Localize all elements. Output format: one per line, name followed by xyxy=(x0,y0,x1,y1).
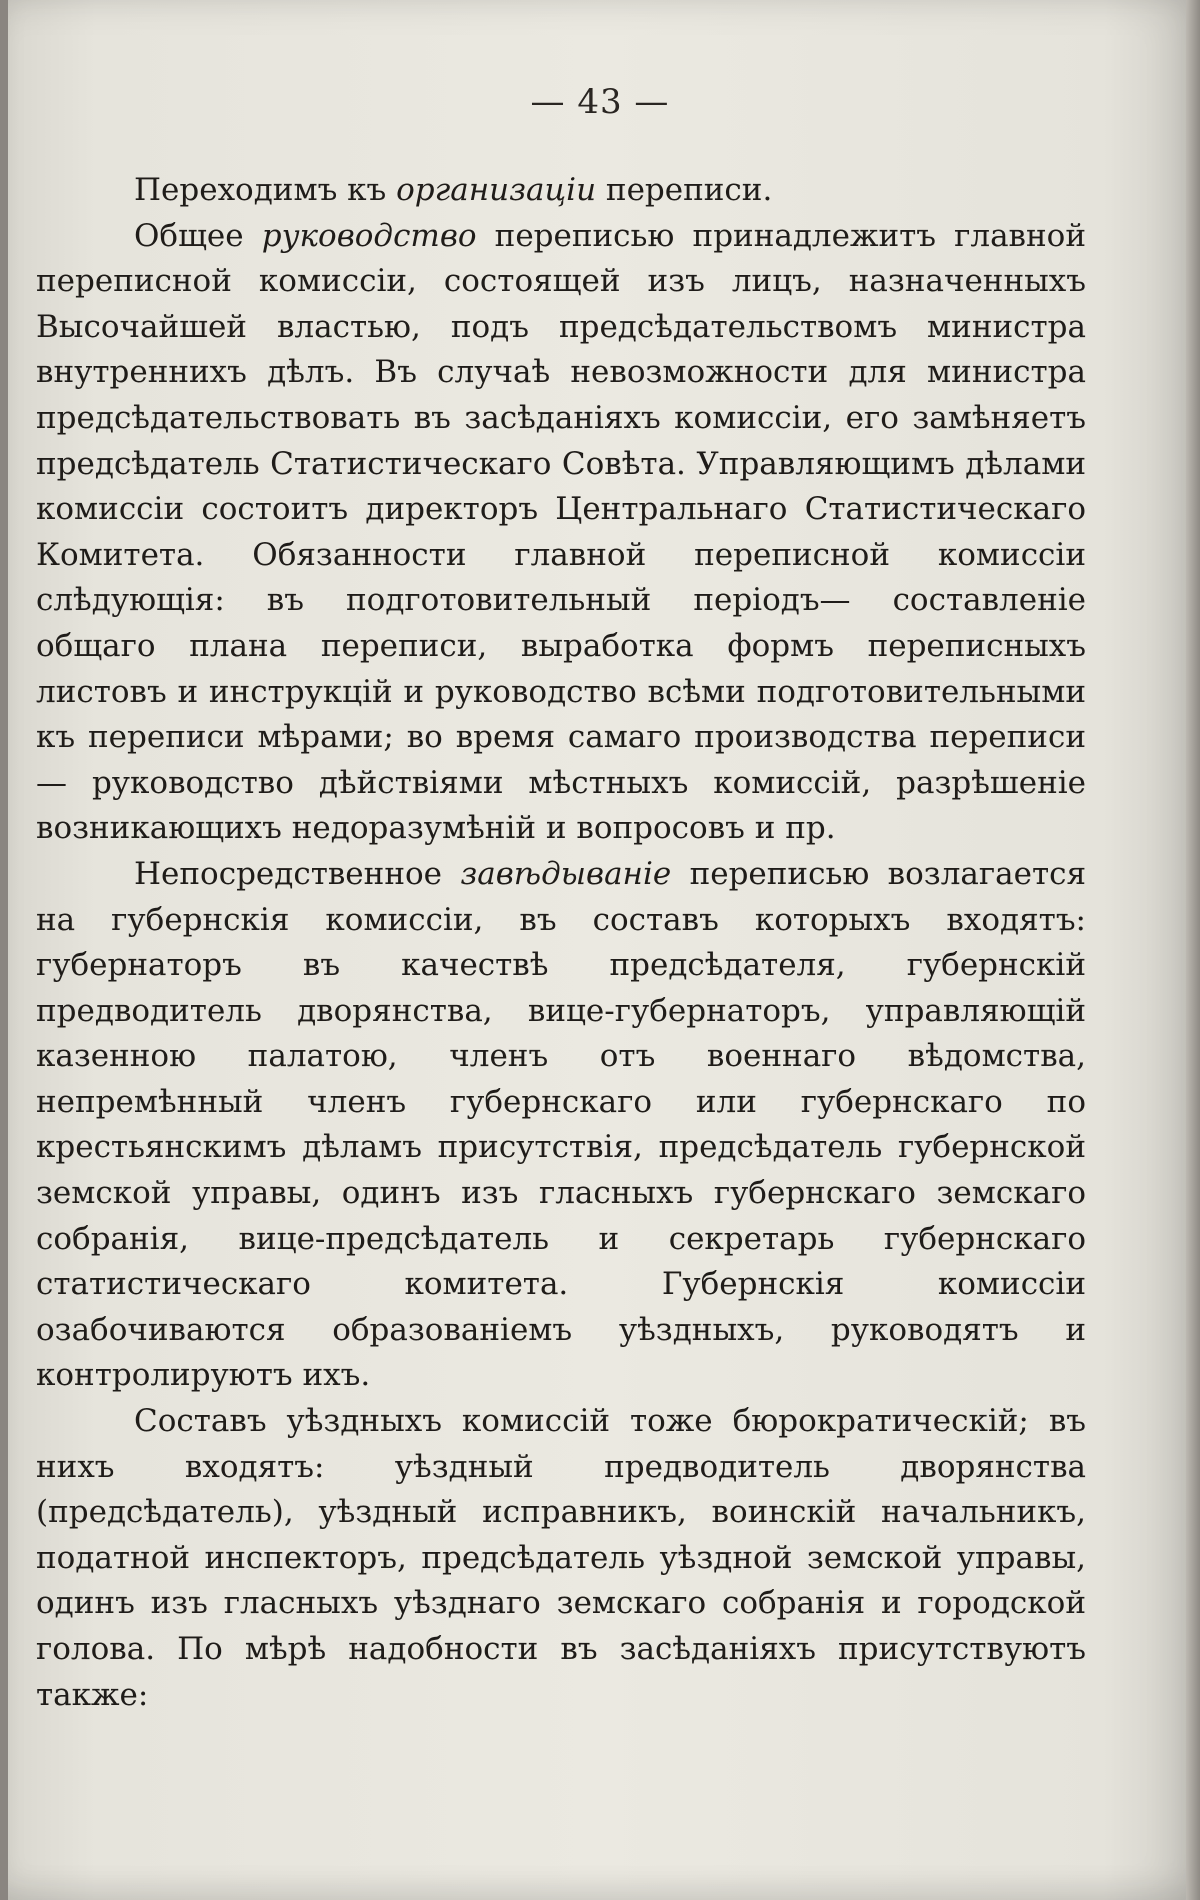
emphasized-term: организаціи xyxy=(396,172,597,208)
page-gutter-edge xyxy=(0,0,8,1900)
paragraph-organization xyxy=(36,168,1086,214)
paragraph-text: переписи. xyxy=(596,172,773,208)
paragraph-provincial-commissions xyxy=(36,852,1086,1399)
paragraph-main-commission xyxy=(36,214,1086,852)
body-text xyxy=(36,168,1086,1718)
paragraph-text: Переходимъ къ xyxy=(134,172,397,208)
emphasized-term: руководство xyxy=(261,217,477,254)
paragraph-text: Составъ уѣздныхъ комиссій тоже бюрократическій; въ нихъ входятъ: уѣздный предводитель дворянства (предсѣдатель), уѣздный исправникъ, воинскій начальникъ, податной инспекторъ, предсѣдатель уѣздной земской управы, одинъ изъ гласныхъ уѣзднаго земскаго собранія и городской голова. По мѣрѣ надобности въ засѣданіяхъ присутствуютъ также: xyxy=(36,1403,1086,1713)
page-number: — 43 — xyxy=(530,82,670,122)
paragraph-text: Непосредственное xyxy=(134,855,461,892)
paragraph-district-commissions xyxy=(36,1399,1086,1718)
emphasized-term: завѣдываніе xyxy=(460,855,672,892)
paragraph-text: переписью принадлежитъ главной переписной комиссіи, состоящей изъ лицъ, назначенныхъ Высочайшей властью, подъ предсѣдательствомъ министра внутреннихъ дѣлъ. Въ случаѣ невозможности для министра предсѣдательствовать въ засѣданіяхъ комиссіи, его замѣняетъ предсѣдатель Статистическаго Совѣта. Управляющимъ дѣлами комиссіи состоитъ директоръ Центральнаго Статистическаго Комитета. Обязанности главной переписной комиссіи слѣдующія: въ подготовительный періодъ— составленіе общаго плана переписи, выработка формъ переписныхъ листовъ и инструкцій и руководство всѣми подготовительными къ переписи мѣрами; во время самаго производства переписи — руководство дѣйствіями мѣстныхъ комиссій, разрѣшеніе возникающихъ недоразумѣній и вопросовъ и пр. xyxy=(36,217,1086,847)
paragraph-text: Общее xyxy=(134,217,262,254)
paragraph-text: переписью возлагается на губернскія комиссіи, въ составъ которыхъ входятъ: губернаторъ въ качествѣ предсѣдателя, губернскій предводитель дворянства, вице-губернаторъ, управляющій казенною палатою, членъ отъ военнаго вѣдомства, непремѣнный членъ губернскаго или губернскаго по крестьянскимъ дѣламъ присутствія, предсѣдатель губернской земской управы, одинъ изъ гласныхъ губернскаго земскаго собранія, вице-предсѣдатель и секретарь губернскаго статистическаго комитета. Губернскія комиссіи озабочиваются образованіемъ уѣздныхъ, руководятъ и контролируютъ ихъ. xyxy=(36,855,1087,1394)
page-right-edge xyxy=(1186,0,1200,1900)
